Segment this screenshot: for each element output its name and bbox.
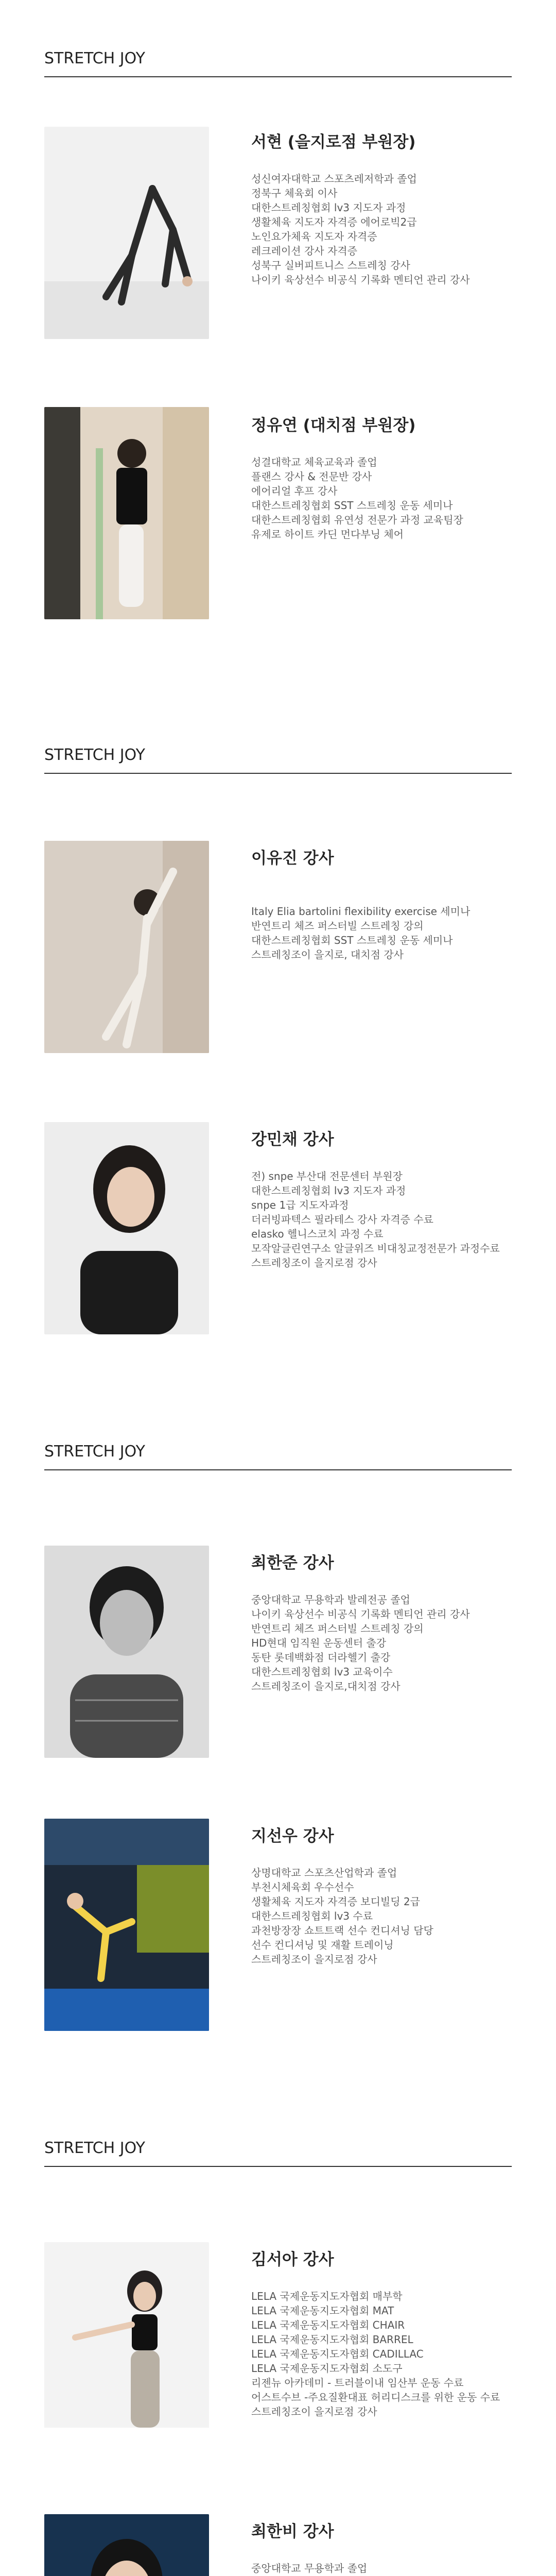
instructor-info [251, 1550, 529, 1693]
credential-item: 부천시체육회 우수선수 [251, 1881, 354, 1893]
instructor-photo [44, 1546, 209, 1758]
instructor-info [251, 845, 529, 962]
brand-label: STRETCH JOY [44, 746, 145, 764]
instructor-name: 강민채 강사 [251, 1130, 334, 1149]
credential-item: 나이키 육상선수 비공식 기록화 멘티언 관리 강사 [251, 274, 470, 286]
credential-item: 중앙대학교 무용학과 발레전공 졸업 [251, 1594, 410, 1606]
divider [44, 1469, 512, 1470]
instructor-photo [44, 127, 209, 339]
credential-item: 어스트수브 -주요질환대표 허리디스크를 위한 운동 수료 [251, 2391, 500, 2403]
instructor-photo [44, 1819, 209, 2031]
credential-item: 더러빙파텍스 필라테스 강사 자격증 수료 [251, 1213, 433, 1226]
credential-item: 나이키 육상선수 비공식 기록화 멘티언 관리 강사 [251, 1608, 470, 1620]
credential-item: elasko 헬니스코치 과정 수료 [251, 1228, 384, 1240]
credential-item: LELA 국제운동지도자협회 MAT [251, 2304, 394, 2317]
credential-item: 스트레칭조이 을지로,대치점 강사 [251, 1680, 401, 1692]
credential-item: 성결대학교 체육교육과 졸업 [251, 456, 377, 468]
credential-list [251, 172, 529, 287]
credential-list [251, 455, 529, 541]
brand-label: STRETCH JOY [44, 49, 145, 67]
credential-item: 전) snpe 부산대 전문센터 부원장 [251, 1170, 403, 1182]
credential-item: 성신여자대학교 스포츠레저학과 졸업 [251, 173, 417, 185]
brand-label: STRETCH JOY [44, 2139, 145, 2157]
credential-item: HD현대 임직원 운동센터 출강 [251, 1637, 387, 1649]
instructor-info [251, 412, 529, 541]
credential-item: 대한스트레칭협회 lv3 지도자 과정 [251, 201, 406, 214]
instructor-info [251, 2518, 529, 2576]
credential-list [251, 2561, 529, 2576]
credential-item: LELA 국제운동지도자협회 소도구 [251, 2362, 403, 2375]
credential-item: 유제로 하이트 카딘 먼다부닝 체어 [251, 528, 404, 540]
credential-item: 동탄 롯데백화점 더라헬기 출강 [251, 1651, 391, 1664]
credential-item: 상명대학교 스포츠산업학과 졸업 [251, 1867, 397, 1879]
credential-list [251, 1866, 529, 1967]
credential-item: 성북구 실버피트니스 스트레칭 강사 [251, 259, 410, 272]
credential-item: 생활체육 지도자 자격증 에어로빅2급 [251, 216, 417, 228]
credential-item: 중앙대학교 무용학과 졸업 [251, 2562, 368, 2574]
brand-label: STRETCH JOY [44, 1443, 145, 1461]
credential-item: 에어리얼 후프 강사 [251, 485, 338, 497]
credential-item: LELA 국제운동지도자협회 매부학 [251, 2290, 403, 2302]
credential-item: 대한스트레칭협회 lv3 수료 [251, 1910, 373, 1922]
instructor-info [251, 1823, 529, 1967]
credential-item: 반연트리 체즈 퍼스터빌 스트레칭 강의 [251, 1622, 424, 1635]
credential-item: 대한스트레칭협회 SST 스트레칭 운동 세미나 [251, 934, 453, 946]
instructor-name: 김서아 강사 [251, 2250, 334, 2269]
credential-item: 대한스트레칭협회 lv3 지도자 과정 [251, 1184, 406, 1197]
credential-item: snpe 1급 지도자과정 [251, 1199, 349, 1211]
credential-list [251, 1592, 529, 1693]
divider [44, 76, 512, 77]
instructor-name: 최한비 강사 [251, 2522, 334, 2541]
credential-item: 대한스트레칭협회 lv3 교육이수 [251, 1666, 393, 1678]
credential-item: 스트레칭조이 을지로점 강사 [251, 1953, 377, 1965]
divider [44, 773, 512, 774]
credential-item: LELA 국제운동지도자협회 CADILLAC [251, 2348, 424, 2360]
instructor-name: 지선우 강사 [251, 1827, 334, 1845]
instructor-photo [44, 407, 209, 619]
credential-item: 대한스트레칭협회 SST 스트레칭 운동 세미나 [251, 499, 453, 512]
credential-item: 정북구 체육회 이사 [251, 187, 338, 199]
credential-item: LELA 국제운동지도자협회 BARREL [251, 2333, 413, 2346]
instructor-photo [44, 2514, 209, 2576]
instructor-photo [44, 1122, 209, 1334]
instructor-name: 정유연 (대치점 부원장) [251, 416, 416, 435]
credential-item: 스트레칭조이 을지로점 강사 [251, 1257, 377, 1269]
credential-item: 선수 컨디셔닝 및 재활 트레이닝 [251, 1939, 394, 1951]
credential-item: 플랜스 강사 & 전문반 강사 [251, 470, 372, 483]
instructor-photo [44, 2242, 209, 2454]
credential-list [251, 2289, 529, 2419]
credential-item: 노인요가체육 지도자 자격증 [251, 230, 377, 243]
instructor-photo [44, 841, 209, 1053]
credential-item: 생활체육 지도자 자격증 보디빌딩 2급 [251, 1895, 420, 1908]
credential-list [251, 1169, 529, 1270]
instructor-info [251, 2246, 529, 2419]
credential-item: 리젠뉴 아카데미 - 트러블이내 임산부 운동 수료 [251, 2377, 464, 2389]
credential-list [251, 904, 529, 962]
instructor-name: 이유진 강사 [251, 849, 334, 868]
instructor-info [251, 1126, 529, 1270]
credential-item: LELA 국제운동지도자협회 CHAIR [251, 2319, 405, 2331]
credential-item: 반연트리 체즈 퍼스터빌 스트레칭 강의 [251, 920, 424, 932]
divider [44, 2166, 512, 2167]
credential-item: 스트레칭조이 을지로점 강사 [251, 2405, 377, 2418]
credential-item: 스트레칭조이 을지로, 대치점 강사 [251, 948, 404, 961]
credential-item: 대한스트레칭협회 유연성 전문가 과정 교육팀장 [251, 514, 463, 526]
instructor-info [251, 129, 529, 287]
credential-item: 레크레이션 강사 자격증 [251, 245, 357, 257]
credential-item: 모작알글린연구소 알글위즈 비대칭교정전문가 과정수료 [251, 1242, 500, 1255]
credential-item: Italy Elia bartolini flexibility exercise 세미나 [251, 905, 471, 918]
instructor-name: 최한준 강사 [251, 1554, 334, 1572]
instructor-name: 서현 (을지로점 부원장) [251, 133, 416, 151]
credential-item: 과천방장장 쇼트트랙 선수 컨디셔닝 담당 [251, 1924, 433, 1937]
